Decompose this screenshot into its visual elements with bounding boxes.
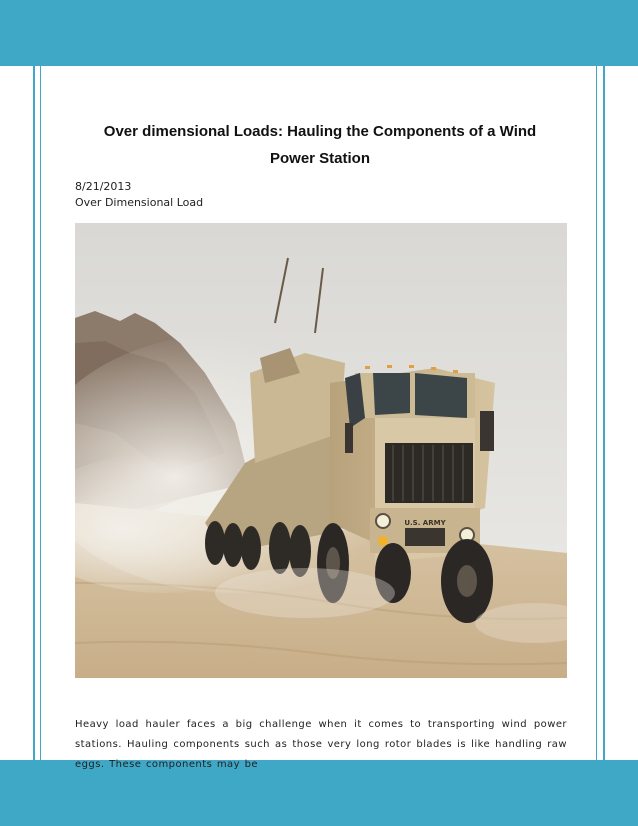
article-body-paragraph: Heavy load hauler faces a big challenge when it comes to transporting wind power stations. Hauling components such as those very long rotor blades is like handling raw eggs. These components may be <box>75 719 567 770</box>
article-title <box>70 118 570 172</box>
article-category: Over Dimensional Load <box>75 196 204 209</box>
right-margin-rule <box>603 0 605 826</box>
article-title-line-2: Power Station <box>269 150 370 167</box>
left-margin-rule-inner <box>40 0 41 826</box>
top-accent-band <box>0 0 638 66</box>
heavy-haul-truck-photo <box>75 223 567 678</box>
right-margin-rule-inner <box>596 0 597 826</box>
truck-door-marking: U.S. ARMY <box>404 519 446 527</box>
article-title-line-1: Over dimensional Loads: Hauling the Components of a Wind <box>103 123 537 140</box>
article-date: 8/21/2013 <box>75 180 132 193</box>
left-margin-rule <box>33 0 35 826</box>
